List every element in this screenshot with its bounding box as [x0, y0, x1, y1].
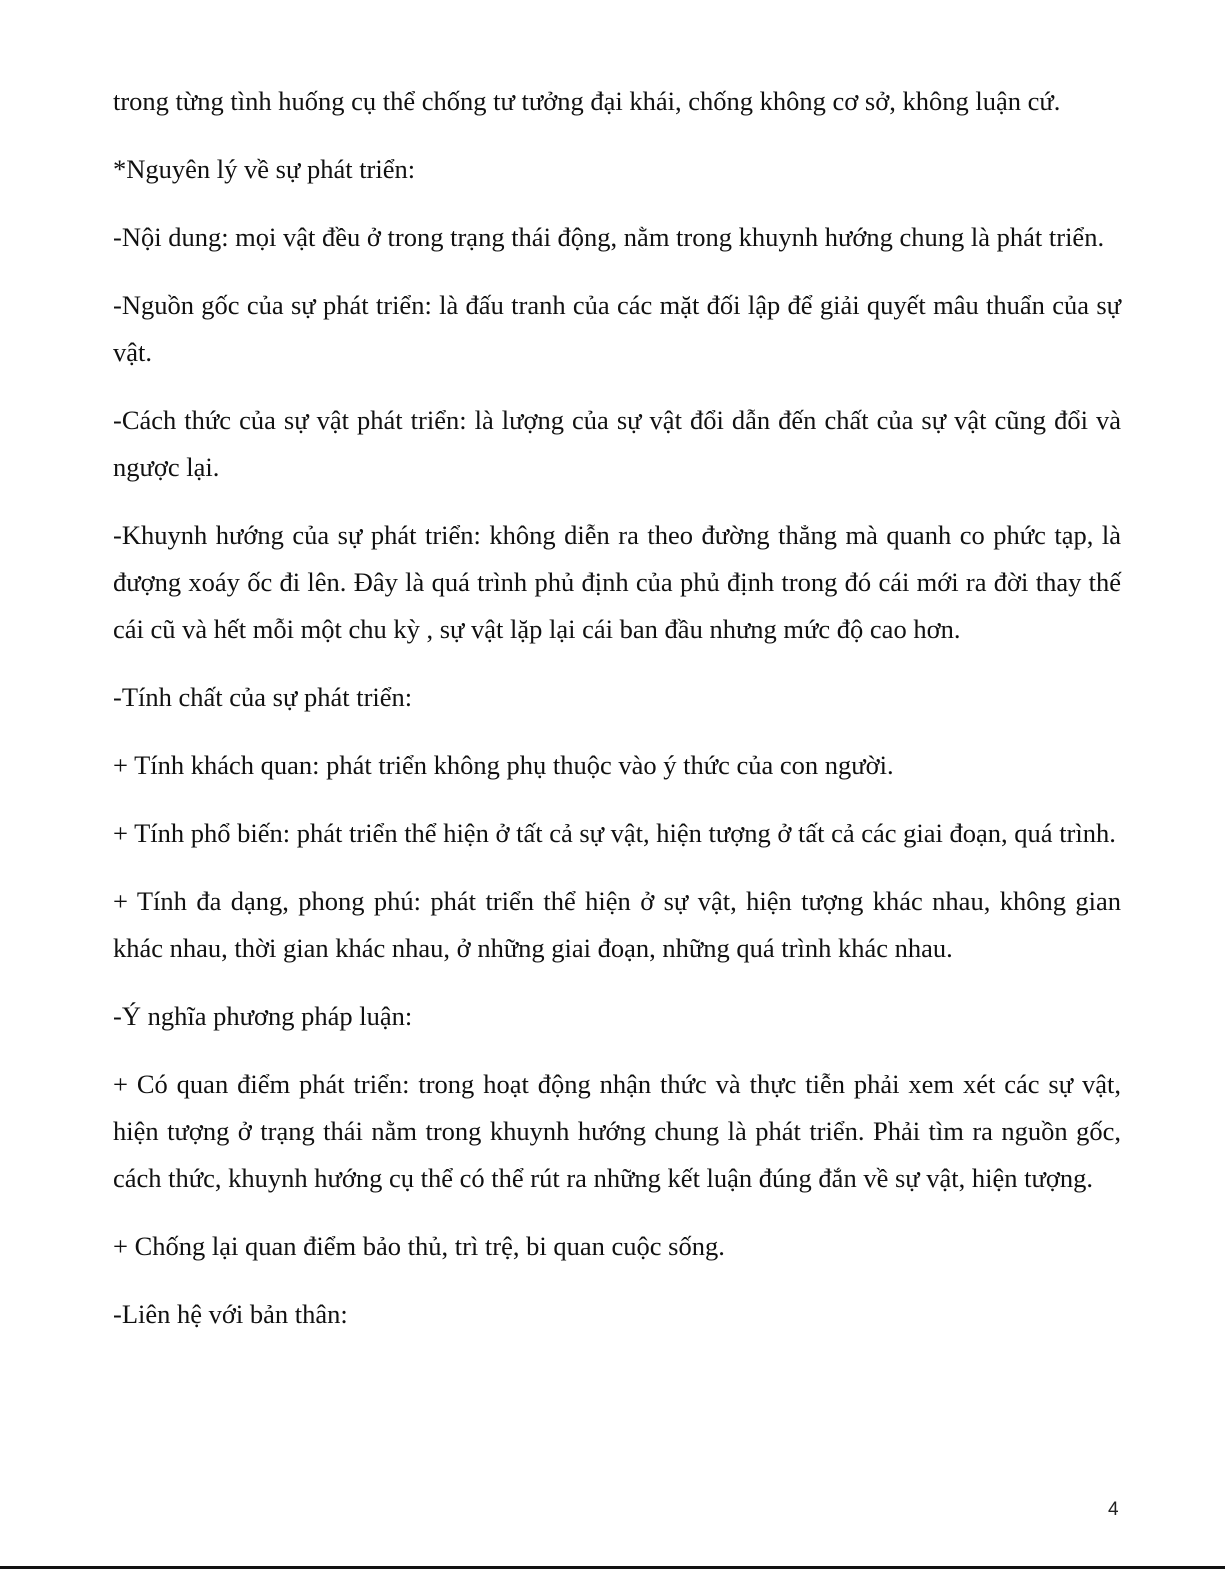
section-heading-development-principle: *Nguyên lý về sự phát triển:	[113, 154, 416, 184]
subheading-self-relation: -Liên hệ với bản thân:	[113, 1299, 348, 1329]
paragraph-content: -Nội dung: mọi vật đều ở trong trạng thái động, nằm trong khuynh hướng chung là phát triển.	[113, 222, 1105, 252]
bullet-against-conservatism: + Chống lại quan điểm bảo thủ, trì trệ, bi quan cuộc sống.	[113, 1231, 725, 1261]
bullet-objectivity: + Tính khách quan: phát triển không phụ thuộc vào ý thức của con người.	[113, 750, 894, 780]
bullet-universality: + Tính phổ biến: phát triển thể hiện ở tất cả sự vật, hiện tượng ở tất cả các giai đoạn, quá trình.	[113, 818, 1116, 848]
subheading-methodology: -Ý nghĩa phương pháp luận:	[113, 1001, 413, 1031]
subheading-properties: -Tính chất của sự phát triển:	[113, 682, 413, 712]
bullet-diversity: + Tính đa dạng, phong phú: phát triển thể hiện ở sự vật, hiện tượng khác nhau, không gian khác nhau, thời gian khác nhau, ở những giai đoạn, những quá trình khác nhau.	[113, 886, 1121, 963]
paragraph-method: -Cách thức của sự vật phát triển: là lượng của sự vật đổi dẫn đến chất của sự vật cũng đổi và ngược lại.	[113, 405, 1121, 482]
page-number: 4	[1108, 1499, 1119, 1520]
paragraph-continuation: trong từng tình huống cụ thể chống tư tưởng đại khái, chống không cơ sở, không luận cứ.	[113, 86, 1061, 116]
paragraph-origin: -Nguồn gốc của sự phát triển: là đấu tranh của các mặt đối lập để giải quyết mâu thuẩn của sự vật.	[113, 290, 1121, 367]
paragraph-tendency: -Khuynh hướng của sự phát triển: không diễn ra theo đường thẳng mà quanh co phức tạp, là đượng xoáy ốc đi lên. Đây là quá trình phủ định của phủ định trong đó cái mới ra đời thay thế cái cũ và hết mỗi một chu kỳ , sự vật lặp lại cái ban đầu nhưng mức độ cao hơn.	[113, 520, 1121, 644]
document-body	[113, 78, 1121, 1359]
bullet-development-viewpoint: + Có quan điểm phát triển: trong hoạt động nhận thức và thực tiễn phải xem xét các sự vật, hiện tượng ở trạng thái nằm trong khuynh hướng chung là phát triển. Phải tìm ra nguồn gốc, cách thức, khuynh hướng cụ thể có thể rút ra những kết luận đúng đắn về sự vật, hiện tượng.	[113, 1069, 1121, 1193]
page-bottom-border	[0, 1566, 1225, 1569]
